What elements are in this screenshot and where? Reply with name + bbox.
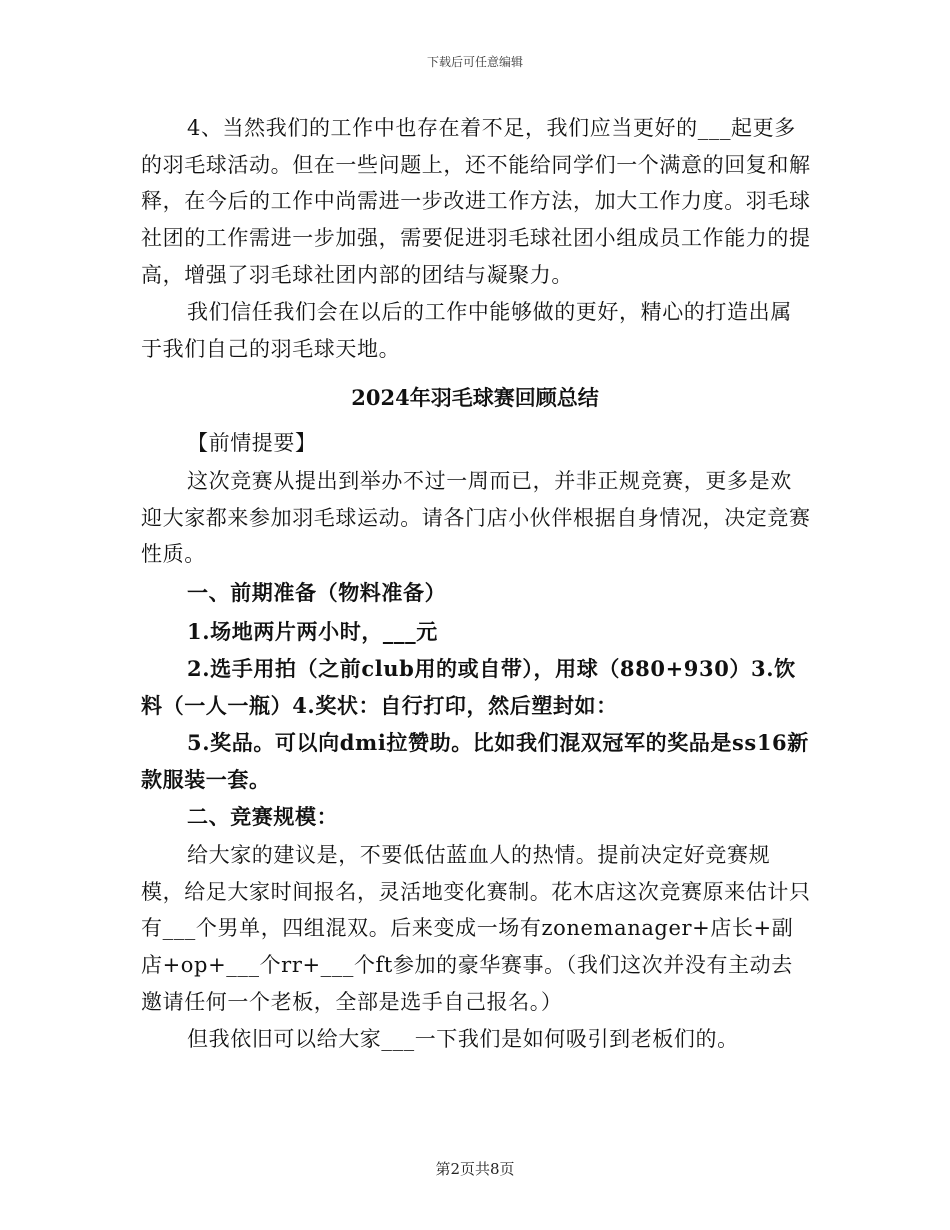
paragraph-preface: 这次竞赛从提出到举办不过一周而已，并非正规竞赛，更多是欢迎大家都来参加羽毛球运动。请各门店小伙伴根据自身情况，决定竞赛性质。	[141, 469, 811, 567]
list-item-prizes: 5.奖品。可以向dmi拉赞助。比如我们混双冠军的奖品是ss16新款服装一套。	[141, 730, 809, 792]
paragraph-shortcomings: 4、当然我们的工作中也存在着不足，我们应当更好的___起更多的羽毛球活动。但在一些问题上，还不能给同学们一个满意的回复和解释，在今后的工作中尚需进一步改进工作方法，加大工作力度。羽毛球社团的工作需进一步加强，需要促进羽毛球社团小组成员工作能力的提高，增强了羽毛球社团内部的团结与凝聚力。	[141, 116, 811, 287]
section-preface-heading: 【前情提要】	[187, 431, 317, 455]
paragraph-confidence: 我们信任我们会在以后的工作中能够做的更好，精心的打造出属于我们自己的羽毛球天地。	[141, 300, 792, 361]
section-scale-heading: 二、竞赛规模：	[187, 804, 339, 829]
paragraph-attract-bosses: 但我依旧可以给大家___一下我们是如何吸引到老板们的。	[187, 1027, 739, 1051]
section-preparation-heading: 一、前期准备（物料准备）	[187, 580, 447, 605]
page-header: 下载后可任意编辑	[426, 55, 523, 69]
paragraph-scale: 给大家的建议是，不要低估蓝血人的热情。提前决定好竞赛规模，给足大家时间报名，灵活地变化赛制。花木店这次竞赛原来估计只有___个男单，四组混双。后来变成一场有zonemanager+店长+副店+op+___个rr+___个ft参加的豪华赛事。（我们这次并没有主动去邀请任何一个老板，全部是选手自己报名。）	[141, 843, 811, 1014]
document-title: 2024年羽毛球赛回顾总结	[351, 385, 599, 410]
list-item-equipment: 2.选手用拍（之前club用的或自带），用球（880+930）3.饮料（一人一瓶）4.奖状：自行打印，然后塑封如：	[141, 656, 796, 718]
list-item-venue: 1.场地两片两小时，___元	[187, 619, 438, 644]
page-number: 第2页共8页	[435, 1160, 515, 1178]
